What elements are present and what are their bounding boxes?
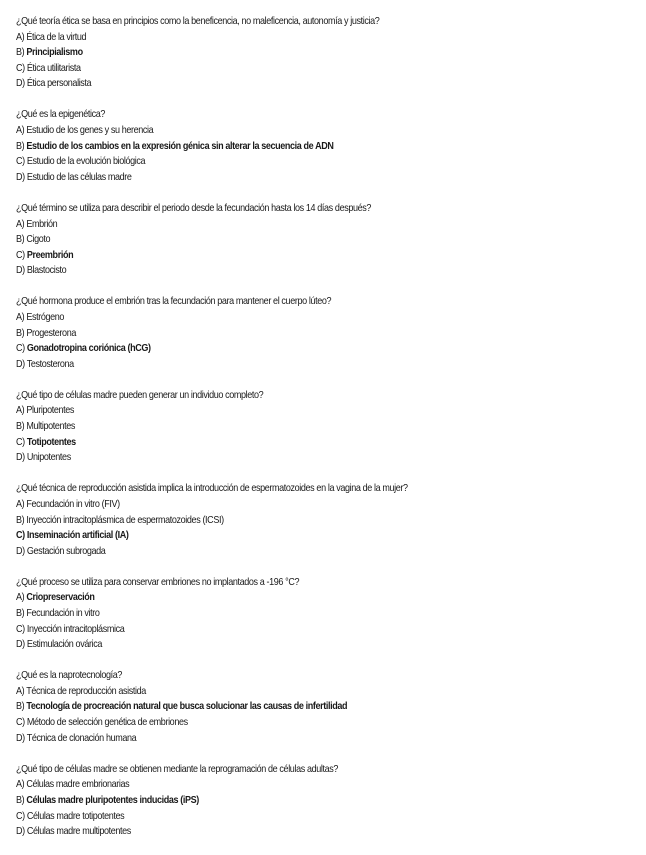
question-block bbox=[16, 294, 636, 372]
question-text: ¿Qué es la epigenética? bbox=[16, 108, 105, 121]
question-block bbox=[16, 575, 636, 653]
answer-option-c: C) Método de selección genética de embriones bbox=[16, 716, 188, 729]
answer-option-c: C) Células madre totipotentes bbox=[16, 809, 125, 822]
question-text: ¿Qué teoría ética se basa en principios como la beneficencia, no maleficencia, autonomía y justicia? bbox=[16, 15, 380, 27]
question-block bbox=[16, 107, 636, 185]
answer-option-c-correct: C) Inseminación artificial (IA) bbox=[16, 529, 129, 542]
answer-option-d: D) Gestación subrogada bbox=[16, 544, 106, 557]
question-block bbox=[16, 14, 636, 92]
answer-option-b-correct: B) Células madre pluripotentes inducidas (iPS) bbox=[16, 793, 199, 806]
answer-option-b: B) Inyección intracitoplásmica de espermatozoides (ICSI) bbox=[16, 513, 224, 526]
answer-option-b: B) Multipotentes bbox=[16, 420, 76, 433]
question-text: ¿Qué técnica de reproducción asistida implica la introducción de espermatozoides en la vagina de la mujer? bbox=[16, 482, 408, 495]
question-text: ¿Qué hormona produce el embrión tras la fecundación para mantener el cuerpo lúteo? bbox=[16, 295, 332, 308]
answer-option-a: A) Estudio de los genes y su herencia bbox=[16, 124, 154, 137]
answer-option-b-correct: B) Estudio de los cambios en la expresión génica sin alterar la secuencia de ADN bbox=[16, 139, 334, 152]
answer-option-d: D) Unipotentes bbox=[16, 451, 71, 464]
question-block bbox=[16, 201, 636, 279]
answer-option-a: A) Estrógeno bbox=[16, 311, 65, 323]
question-block bbox=[16, 762, 636, 840]
answer-option-b: B) Fecundación in vitro bbox=[16, 607, 100, 619]
question-text: ¿Qué proceso se utiliza para conservar embriones no implantados a -196 °C? bbox=[16, 575, 300, 588]
answer-option-c: C) Inyección intracitoplásmica bbox=[16, 622, 125, 635]
answer-option-d: D) Ética personalista bbox=[16, 77, 92, 90]
question-text: ¿Qué tipo de células madre se obtienen mediante la reprogramación de células adultas? bbox=[16, 762, 339, 775]
answer-option-b: B) Cigoto bbox=[16, 233, 51, 246]
question-block bbox=[16, 481, 636, 559]
answer-option-d: D) Estimulación ovárica bbox=[16, 638, 102, 651]
answer-option-b-correct: B) Tecnología de procreación natural que busca solucionar las causas de infertilidad bbox=[16, 700, 348, 713]
answer-option-d: D) Células madre multipotentes bbox=[16, 825, 131, 838]
answer-option-b: B) Progesterona bbox=[16, 326, 76, 339]
answer-option-d: D) Blastocisto bbox=[16, 264, 67, 277]
answer-option-d: D) Estudio de las células madre bbox=[16, 170, 132, 183]
answer-option-a: A) Ética de la virtud bbox=[16, 30, 87, 43]
answer-option-c-correct: C) Preembrión bbox=[16, 248, 74, 261]
answer-option-a-correct: A) Criopreservación bbox=[16, 591, 95, 604]
answer-option-a: A) Pluripotentes bbox=[16, 404, 75, 417]
answer-option-d: D) Técnica de clonación humana bbox=[16, 731, 137, 744]
answer-option-c: C) Ética utilitarista bbox=[16, 61, 81, 74]
answer-option-a: A) Células madre embrionarias bbox=[16, 778, 130, 791]
question-block bbox=[16, 668, 636, 746]
answer-option-c-correct: C) Gonadotropina coriónica (hCG) bbox=[16, 342, 151, 355]
answer-option-c-correct: C) Totipotentes bbox=[16, 435, 76, 448]
answer-option-a: A) Embrión bbox=[16, 217, 58, 230]
question-text: ¿Qué término se utiliza para describir el periodo desde la fecundación hasta los 14 días después? bbox=[16, 201, 372, 214]
answer-option-b-correct: B) Principialismo bbox=[16, 46, 83, 59]
answer-option-c: C) Estudio de la evolución biológica bbox=[16, 155, 146, 168]
question-text: ¿Qué tipo de células madre pueden generar un individuo completo? bbox=[16, 388, 264, 401]
quiz-document bbox=[16, 14, 636, 855]
answer-option-a: A) Fecundación in vitro (FIV) bbox=[16, 497, 120, 510]
answer-option-a: A) Técnica de reproducción asistida bbox=[16, 684, 146, 697]
answer-option-d: D) Testosterona bbox=[16, 357, 74, 370]
question-block bbox=[16, 388, 636, 466]
question-text: ¿Qué es la naprotecnología? bbox=[16, 669, 123, 682]
